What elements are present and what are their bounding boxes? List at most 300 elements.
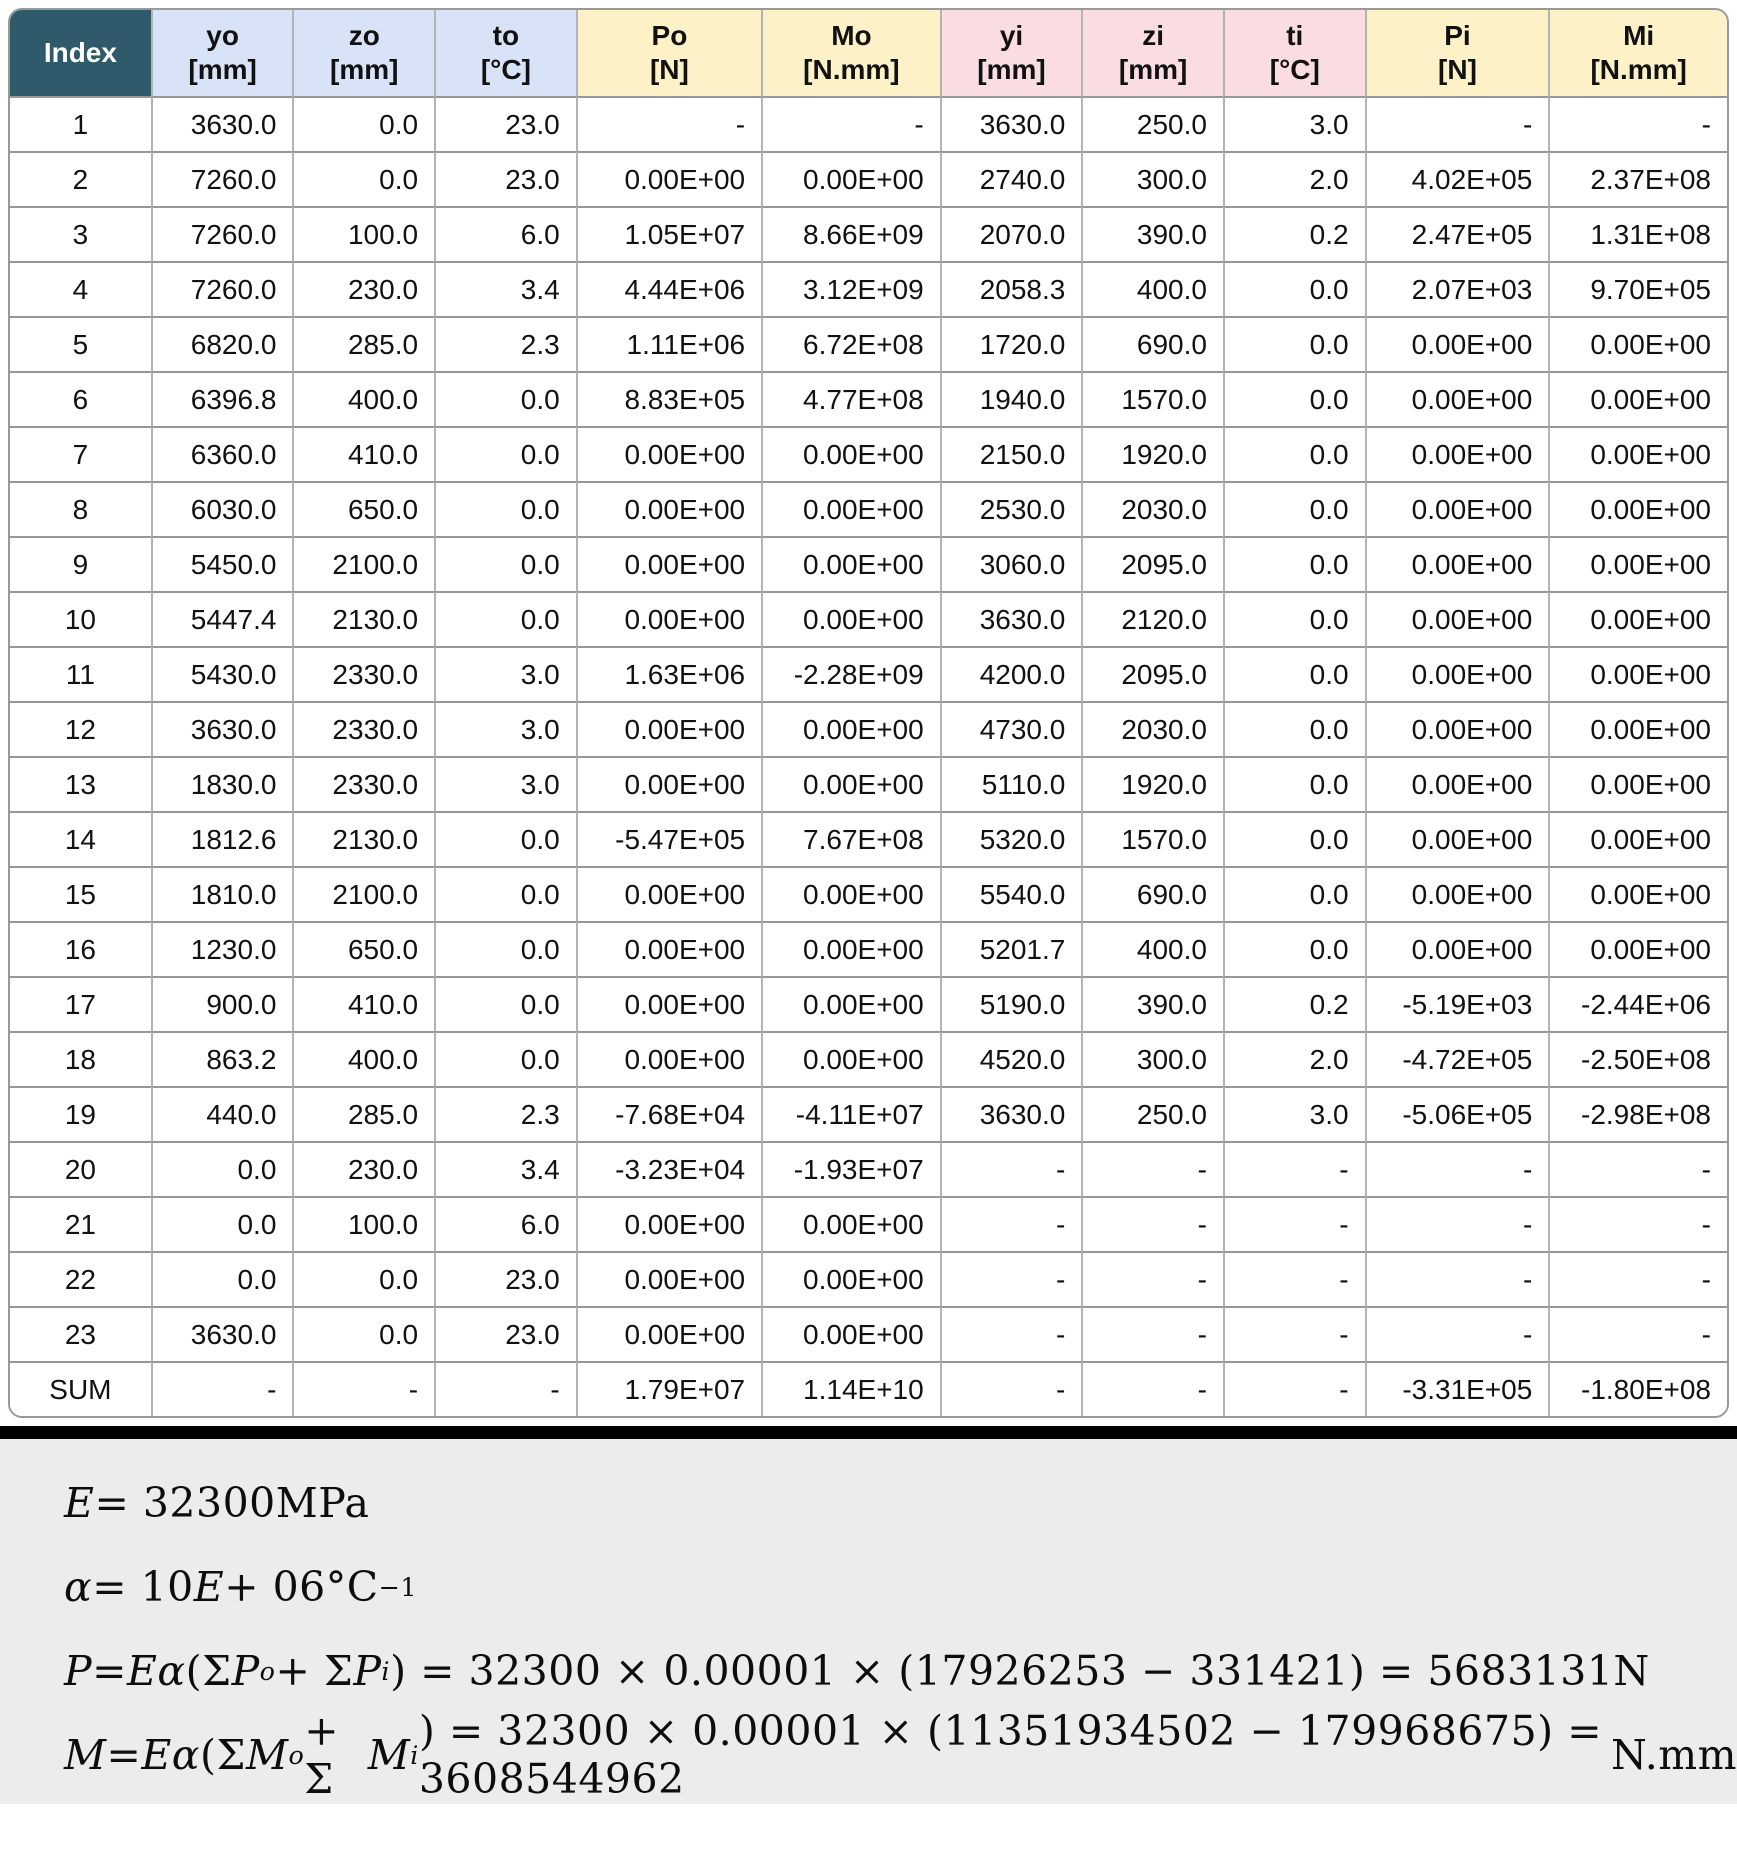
data-cell: 0.0 [1223, 371, 1365, 426]
data-cell: 5201.7 [940, 921, 1082, 976]
data-cell: 0.0 [434, 866, 576, 921]
data-cell: -5.06E+05 [1365, 1086, 1549, 1141]
data-cell: - [1081, 1361, 1223, 1416]
formula-segment: M [367, 1731, 411, 1779]
data-cell: 3630.0 [940, 1086, 1082, 1141]
data-cell: 0.0 [151, 1141, 293, 1196]
data-cell: 0.00E+00 [1365, 481, 1549, 536]
formula-segment: = 32300 [94, 1479, 276, 1527]
data-cell: 1920.0 [1081, 426, 1223, 481]
data-cell: 0.0 [434, 1031, 576, 1086]
data-cell: 0.00E+00 [576, 1031, 761, 1086]
column-header-unit: [mm] [977, 54, 1046, 85]
data-cell: 3630.0 [151, 1306, 293, 1361]
formula-section [0, 1439, 1737, 1804]
data-cell: 0.0 [434, 371, 576, 426]
column-header-unit: [mm] [188, 54, 257, 85]
data-cell: - [1223, 1251, 1365, 1306]
data-cell: 0.00E+00 [761, 151, 940, 206]
data-cell: 1570.0 [1081, 371, 1223, 426]
column-header-label: yo [206, 20, 239, 51]
data-cell: 9.70E+05 [1548, 261, 1727, 316]
results-table-container [8, 8, 1729, 1418]
data-cell: 0.0 [1223, 316, 1365, 371]
data-cell: 410.0 [292, 426, 434, 481]
data-cell: 0.0 [1223, 701, 1365, 756]
data-cell: 690.0 [1081, 866, 1223, 921]
data-cell: 2330.0 [292, 646, 434, 701]
formula-segment: °C [325, 1563, 379, 1611]
data-cell: 390.0 [1081, 206, 1223, 261]
data-cell: 0.00E+00 [761, 591, 940, 646]
data-cell: -5.47E+05 [576, 811, 761, 866]
data-cell: 1.79E+07 [576, 1361, 761, 1416]
data-cell: 650.0 [292, 921, 434, 976]
data-cell: 0.0 [434, 921, 576, 976]
data-cell: 2530.0 [940, 481, 1082, 536]
data-cell: 3.0 [1223, 1086, 1365, 1141]
data-cell: 400.0 [292, 371, 434, 426]
data-cell: 3.0 [434, 646, 576, 701]
row-index-cell: 6 [10, 371, 151, 426]
data-cell: - [1548, 1251, 1727, 1306]
data-cell: 2030.0 [1081, 701, 1223, 756]
data-cell: 250.0 [1081, 96, 1223, 151]
data-cell: 6360.0 [151, 426, 293, 481]
row-index-cell: 11 [10, 646, 151, 701]
data-cell: 2100.0 [292, 866, 434, 921]
data-cell: 0.00E+00 [1365, 536, 1549, 591]
data-cell: 0.00E+00 [576, 976, 761, 1031]
data-cell: 100.0 [292, 206, 434, 261]
data-cell: 3.12E+09 [761, 261, 940, 316]
data-cell: - [1081, 1251, 1223, 1306]
data-cell: 0.00E+00 [576, 866, 761, 921]
data-cell: 0.0 [1223, 481, 1365, 536]
data-cell: 0.0 [151, 1251, 293, 1306]
data-cell: 0.00E+00 [761, 1306, 940, 1361]
data-cell: 4200.0 [940, 646, 1082, 701]
data-cell: 0.00E+00 [1548, 426, 1727, 481]
row-index-cell: 2 [10, 151, 151, 206]
column-header-unit: [N.mm] [803, 54, 900, 85]
data-cell: 1920.0 [1081, 756, 1223, 811]
data-cell: 410.0 [292, 976, 434, 1031]
data-cell: 0.0 [1223, 811, 1365, 866]
data-cell: 0.0 [292, 1251, 434, 1306]
data-cell: 0.0 [434, 481, 576, 536]
data-cell: 0.00E+00 [761, 976, 940, 1031]
data-cell: - [761, 96, 940, 151]
data-cell: 23.0 [434, 96, 576, 151]
column-header-unit: [mm] [330, 54, 399, 85]
formula-segment: + Σ [304, 1707, 340, 1803]
data-cell: 7260.0 [151, 151, 293, 206]
data-cell: 0.00E+00 [761, 756, 940, 811]
data-cell: 0.0 [434, 976, 576, 1031]
table-row [10, 261, 1727, 316]
data-cell: 0.00E+00 [761, 1031, 940, 1086]
data-cell: 0.00E+00 [576, 536, 761, 591]
formula-segment: α [64, 1563, 93, 1611]
formula-segment: (Σ [199, 1731, 246, 1779]
data-cell: - [1223, 1361, 1365, 1416]
formula-segment: = [92, 1647, 127, 1695]
data-cell: 1.31E+08 [1548, 206, 1727, 261]
data-cell: - [940, 1196, 1082, 1251]
data-cell: 23.0 [434, 1251, 576, 1306]
data-cell: 0.0 [151, 1196, 293, 1251]
formula-thermal-expansion [64, 1545, 1737, 1629]
table-row [10, 1086, 1727, 1141]
row-index-cell: 3 [10, 206, 151, 261]
column-header-mo [761, 10, 940, 96]
data-cell: - [1548, 1196, 1727, 1251]
data-cell: 2.0 [1223, 151, 1365, 206]
table-row [10, 756, 1727, 811]
row-index-cell: 1 [10, 96, 151, 151]
column-header-unit: [mm] [1118, 54, 1188, 85]
row-index-cell: 12 [10, 701, 151, 756]
data-cell: 0.00E+00 [761, 1196, 940, 1251]
data-cell: 2030.0 [1081, 481, 1223, 536]
formula-segment: o [288, 1740, 305, 1770]
data-cell: 0.00E+00 [1548, 646, 1727, 701]
row-index-cell: 13 [10, 756, 151, 811]
row-index-cell: 21 [10, 1196, 151, 1251]
data-cell: 2.3 [434, 1086, 576, 1141]
data-cell: 0.00E+00 [1548, 536, 1727, 591]
data-cell: 8.66E+09 [761, 206, 940, 261]
data-cell: - [434, 1361, 576, 1416]
data-cell: 4.44E+06 [576, 261, 761, 316]
formula-segment: P [231, 1647, 260, 1695]
data-cell: 0.00E+00 [576, 1196, 761, 1251]
data-cell: 3060.0 [940, 536, 1082, 591]
formula-elastic-modulus [64, 1461, 1737, 1545]
data-cell: - [1223, 1306, 1365, 1361]
column-header-yo [151, 10, 293, 96]
data-cell: 4.77E+08 [761, 371, 940, 426]
table-row [10, 151, 1727, 206]
data-cell: 0.0 [434, 426, 576, 481]
data-cell: 5450.0 [151, 536, 293, 591]
column-header-index [10, 10, 151, 96]
data-cell: - [1365, 1141, 1549, 1196]
table-row [10, 206, 1727, 261]
data-cell: 5110.0 [940, 756, 1082, 811]
column-header-unit: [N] [1438, 54, 1477, 85]
row-index-cell: 22 [10, 1251, 151, 1306]
data-cell: 2130.0 [292, 811, 434, 866]
data-cell: 2095.0 [1081, 536, 1223, 591]
row-index-cell: 19 [10, 1086, 151, 1141]
data-cell: -4.11E+07 [761, 1086, 940, 1141]
data-cell: 0.0 [1223, 426, 1365, 481]
data-cell: - [1548, 1141, 1727, 1196]
formula-segment: Eα [126, 1647, 186, 1695]
data-cell: -2.28E+09 [761, 646, 940, 701]
formula-segment: M [64, 1731, 107, 1779]
data-cell: 5447.4 [151, 591, 293, 646]
data-cell: 0.2 [1223, 206, 1365, 261]
table-row [10, 536, 1727, 591]
row-index-cell: 14 [10, 811, 151, 866]
data-cell: 0.00E+00 [576, 426, 761, 481]
data-cell: 0.0 [292, 1306, 434, 1361]
data-cell: 0.00E+00 [1548, 756, 1727, 811]
data-cell: 2.07E+03 [1365, 261, 1549, 316]
data-cell: 7260.0 [151, 206, 293, 261]
formula-segment: i [410, 1740, 419, 1770]
formula-segment: E [64, 1479, 95, 1527]
column-header-to [434, 10, 576, 96]
table-row [10, 591, 1727, 646]
data-cell: - [292, 1361, 434, 1416]
row-index-cell: 10 [10, 591, 151, 646]
table-row [10, 1361, 1727, 1416]
table-row [10, 481, 1727, 536]
data-cell: -1.93E+07 [761, 1141, 940, 1196]
data-cell: - [940, 1251, 1082, 1306]
data-cell: 0.00E+00 [576, 921, 761, 976]
table-row [10, 1251, 1727, 1306]
formula-segment: P [64, 1647, 93, 1695]
data-cell: 300.0 [1081, 151, 1223, 206]
data-cell: 1570.0 [1081, 811, 1223, 866]
data-cell: 1940.0 [940, 371, 1082, 426]
column-header-label: Mo [831, 20, 872, 51]
data-cell: 390.0 [1081, 976, 1223, 1031]
results-table [10, 10, 1727, 1416]
data-cell: 3.4 [434, 1141, 576, 1196]
data-cell: 0.0 [292, 151, 434, 206]
formula-segment: M [245, 1731, 289, 1779]
formula-segment: ) = 32300 × 0.00001 × (11351934502 − 179968675) = 3608544962 [418, 1707, 1603, 1803]
column-header-zi [1081, 10, 1223, 96]
data-cell: 3630.0 [151, 701, 293, 756]
formula-segment: (Σ [185, 1647, 232, 1695]
column-header-unit: [°C] [1269, 54, 1320, 85]
row-index-cell: 23 [10, 1306, 151, 1361]
data-cell: 1.63E+06 [576, 646, 761, 701]
data-cell: 0.00E+00 [761, 1251, 940, 1306]
data-cell: 0.00E+00 [1548, 481, 1727, 536]
data-cell: 23.0 [434, 1306, 576, 1361]
data-cell: 0.0 [434, 536, 576, 591]
data-cell: - [1548, 96, 1727, 151]
data-cell: -2.44E+06 [1548, 976, 1727, 1031]
data-cell: -5.19E+03 [1365, 976, 1549, 1031]
data-cell: 2130.0 [292, 591, 434, 646]
data-cell: -2.98E+08 [1548, 1086, 1727, 1141]
column-header-label: zi [1142, 20, 1165, 51]
data-cell: 1830.0 [151, 756, 293, 811]
data-cell: 0.0 [1223, 756, 1365, 811]
data-cell: 0.00E+00 [1548, 866, 1727, 921]
data-cell: 0.00E+00 [761, 481, 940, 536]
data-cell: 230.0 [292, 261, 434, 316]
data-cell: 0.0 [1223, 536, 1365, 591]
data-cell: 6820.0 [151, 316, 293, 371]
data-cell: 1810.0 [151, 866, 293, 921]
data-cell: 6.0 [434, 1196, 576, 1251]
column-header-mi [1548, 10, 1727, 96]
data-cell: - [940, 1361, 1082, 1416]
column-header-yi [940, 10, 1082, 96]
formula-segment: MPa [275, 1479, 370, 1527]
data-cell: 100.0 [292, 1196, 434, 1251]
data-cell: -4.72E+05 [1365, 1031, 1549, 1086]
data-cell: 0.00E+00 [761, 921, 940, 976]
data-cell: -3.23E+04 [576, 1141, 761, 1196]
table-row [10, 1141, 1727, 1196]
column-header-unit: [N.mm] [1590, 54, 1687, 85]
formula-segment: Eα [141, 1731, 200, 1779]
column-header-unit: [°C] [480, 54, 531, 85]
table-row [10, 646, 1727, 701]
column-header-label: yi [999, 20, 1024, 51]
column-header-pi [1365, 10, 1549, 96]
data-cell: -2.50E+08 [1548, 1031, 1727, 1086]
data-cell: 2120.0 [1081, 591, 1223, 646]
data-cell: 1.11E+06 [576, 316, 761, 371]
data-cell: 0.00E+00 [1548, 701, 1727, 756]
data-cell: 285.0 [292, 1086, 434, 1141]
data-cell: 3630.0 [940, 591, 1082, 646]
table-row [10, 1306, 1727, 1361]
data-cell: 2095.0 [1081, 646, 1223, 701]
data-cell: 3630.0 [151, 96, 293, 151]
data-cell: - [1223, 1141, 1365, 1196]
data-cell: 4730.0 [940, 701, 1082, 756]
data-cell: 0.0 [434, 591, 576, 646]
data-cell: -1.80E+08 [1548, 1361, 1727, 1416]
data-cell: 690.0 [1081, 316, 1223, 371]
header-row [10, 10, 1727, 96]
data-cell: 0.00E+00 [761, 426, 940, 481]
table-row [10, 1031, 1727, 1086]
row-index-cell: SUM [10, 1361, 151, 1416]
column-header-label: Index [43, 37, 117, 68]
data-cell: 7.67E+08 [761, 811, 940, 866]
table-row [10, 1196, 1727, 1251]
data-cell: 2330.0 [292, 756, 434, 811]
data-cell: 0.00E+00 [576, 481, 761, 536]
data-cell: - [1365, 96, 1549, 151]
formula-segment: + 06 [224, 1563, 326, 1611]
row-index-cell: 17 [10, 976, 151, 1031]
data-cell: 0.0 [1223, 261, 1365, 316]
column-header-label: Mi [1623, 20, 1655, 51]
data-cell: 0.00E+00 [761, 536, 940, 591]
data-cell: 400.0 [1081, 261, 1223, 316]
data-cell: 2740.0 [940, 151, 1082, 206]
formula-moment-result [64, 1707, 1737, 1803]
data-cell: - [1081, 1306, 1223, 1361]
data-cell: 0.00E+00 [1365, 646, 1549, 701]
column-header-label: Po [651, 20, 688, 51]
data-cell: 7260.0 [151, 261, 293, 316]
formula-segment: = [106, 1731, 142, 1779]
column-header-po [576, 10, 761, 96]
page [0, 8, 1737, 1804]
data-cell: - [576, 96, 761, 151]
data-cell: 6030.0 [151, 481, 293, 536]
data-cell: 1720.0 [940, 316, 1082, 371]
data-cell: 400.0 [1081, 921, 1223, 976]
data-cell: 0.00E+00 [576, 1306, 761, 1361]
column-header-zo [292, 10, 434, 96]
data-cell: 440.0 [151, 1086, 293, 1141]
data-cell: 2330.0 [292, 701, 434, 756]
data-cell: 5320.0 [940, 811, 1082, 866]
row-index-cell: 4 [10, 261, 151, 316]
data-cell: 2.37E+08 [1548, 151, 1727, 206]
data-cell: 0.0 [1223, 866, 1365, 921]
data-cell: 5540.0 [940, 866, 1082, 921]
data-cell: 6396.8 [151, 371, 293, 426]
data-cell: 0.0 [434, 811, 576, 866]
data-cell: 250.0 [1081, 1086, 1223, 1141]
data-cell: 0.00E+00 [576, 701, 761, 756]
table-row [10, 976, 1727, 1031]
data-cell: 0.00E+00 [1365, 866, 1549, 921]
data-cell: 5190.0 [940, 976, 1082, 1031]
data-cell: 0.2 [1223, 976, 1365, 1031]
table-row [10, 316, 1727, 371]
data-cell: 300.0 [1081, 1031, 1223, 1086]
data-cell: 8.83E+05 [576, 371, 761, 426]
data-cell: - [940, 1141, 1082, 1196]
data-cell: 0.00E+00 [1365, 921, 1549, 976]
column-header-label: zo [348, 20, 380, 51]
data-cell: 650.0 [292, 481, 434, 536]
table-row [10, 371, 1727, 426]
column-header-label: to [492, 20, 520, 51]
data-cell: 0.0 [1223, 591, 1365, 646]
data-cell: - [1223, 1196, 1365, 1251]
table-row [10, 921, 1727, 976]
data-cell: 900.0 [151, 976, 293, 1031]
row-index-cell: 5 [10, 316, 151, 371]
formula-segment: P [353, 1647, 382, 1695]
data-cell: 0.00E+00 [761, 866, 940, 921]
data-cell: 0.0 [1223, 646, 1365, 701]
row-index-cell: 9 [10, 536, 151, 591]
formula-segment: i [381, 1656, 391, 1686]
data-cell: 0.0 [1223, 921, 1365, 976]
formula-segment: = 10 [92, 1563, 194, 1611]
data-cell: 863.2 [151, 1031, 293, 1086]
data-cell: 0.00E+00 [1548, 371, 1727, 426]
data-cell: 0.00E+00 [1548, 591, 1727, 646]
column-header-label: ti [1286, 20, 1304, 51]
data-cell: 4.02E+05 [1365, 151, 1549, 206]
column-header-label: Pi [1444, 20, 1471, 51]
data-cell: 0.00E+00 [1548, 921, 1727, 976]
data-cell: - [1081, 1196, 1223, 1251]
data-cell: 0.00E+00 [1548, 811, 1727, 866]
row-index-cell: 18 [10, 1031, 151, 1086]
column-header-unit: [N] [649, 54, 689, 85]
data-cell: - [1365, 1251, 1549, 1306]
data-cell: - [1365, 1196, 1549, 1251]
data-cell: 285.0 [292, 316, 434, 371]
data-cell: 3.4 [434, 261, 576, 316]
table-row [10, 426, 1727, 481]
data-cell: 23.0 [434, 151, 576, 206]
